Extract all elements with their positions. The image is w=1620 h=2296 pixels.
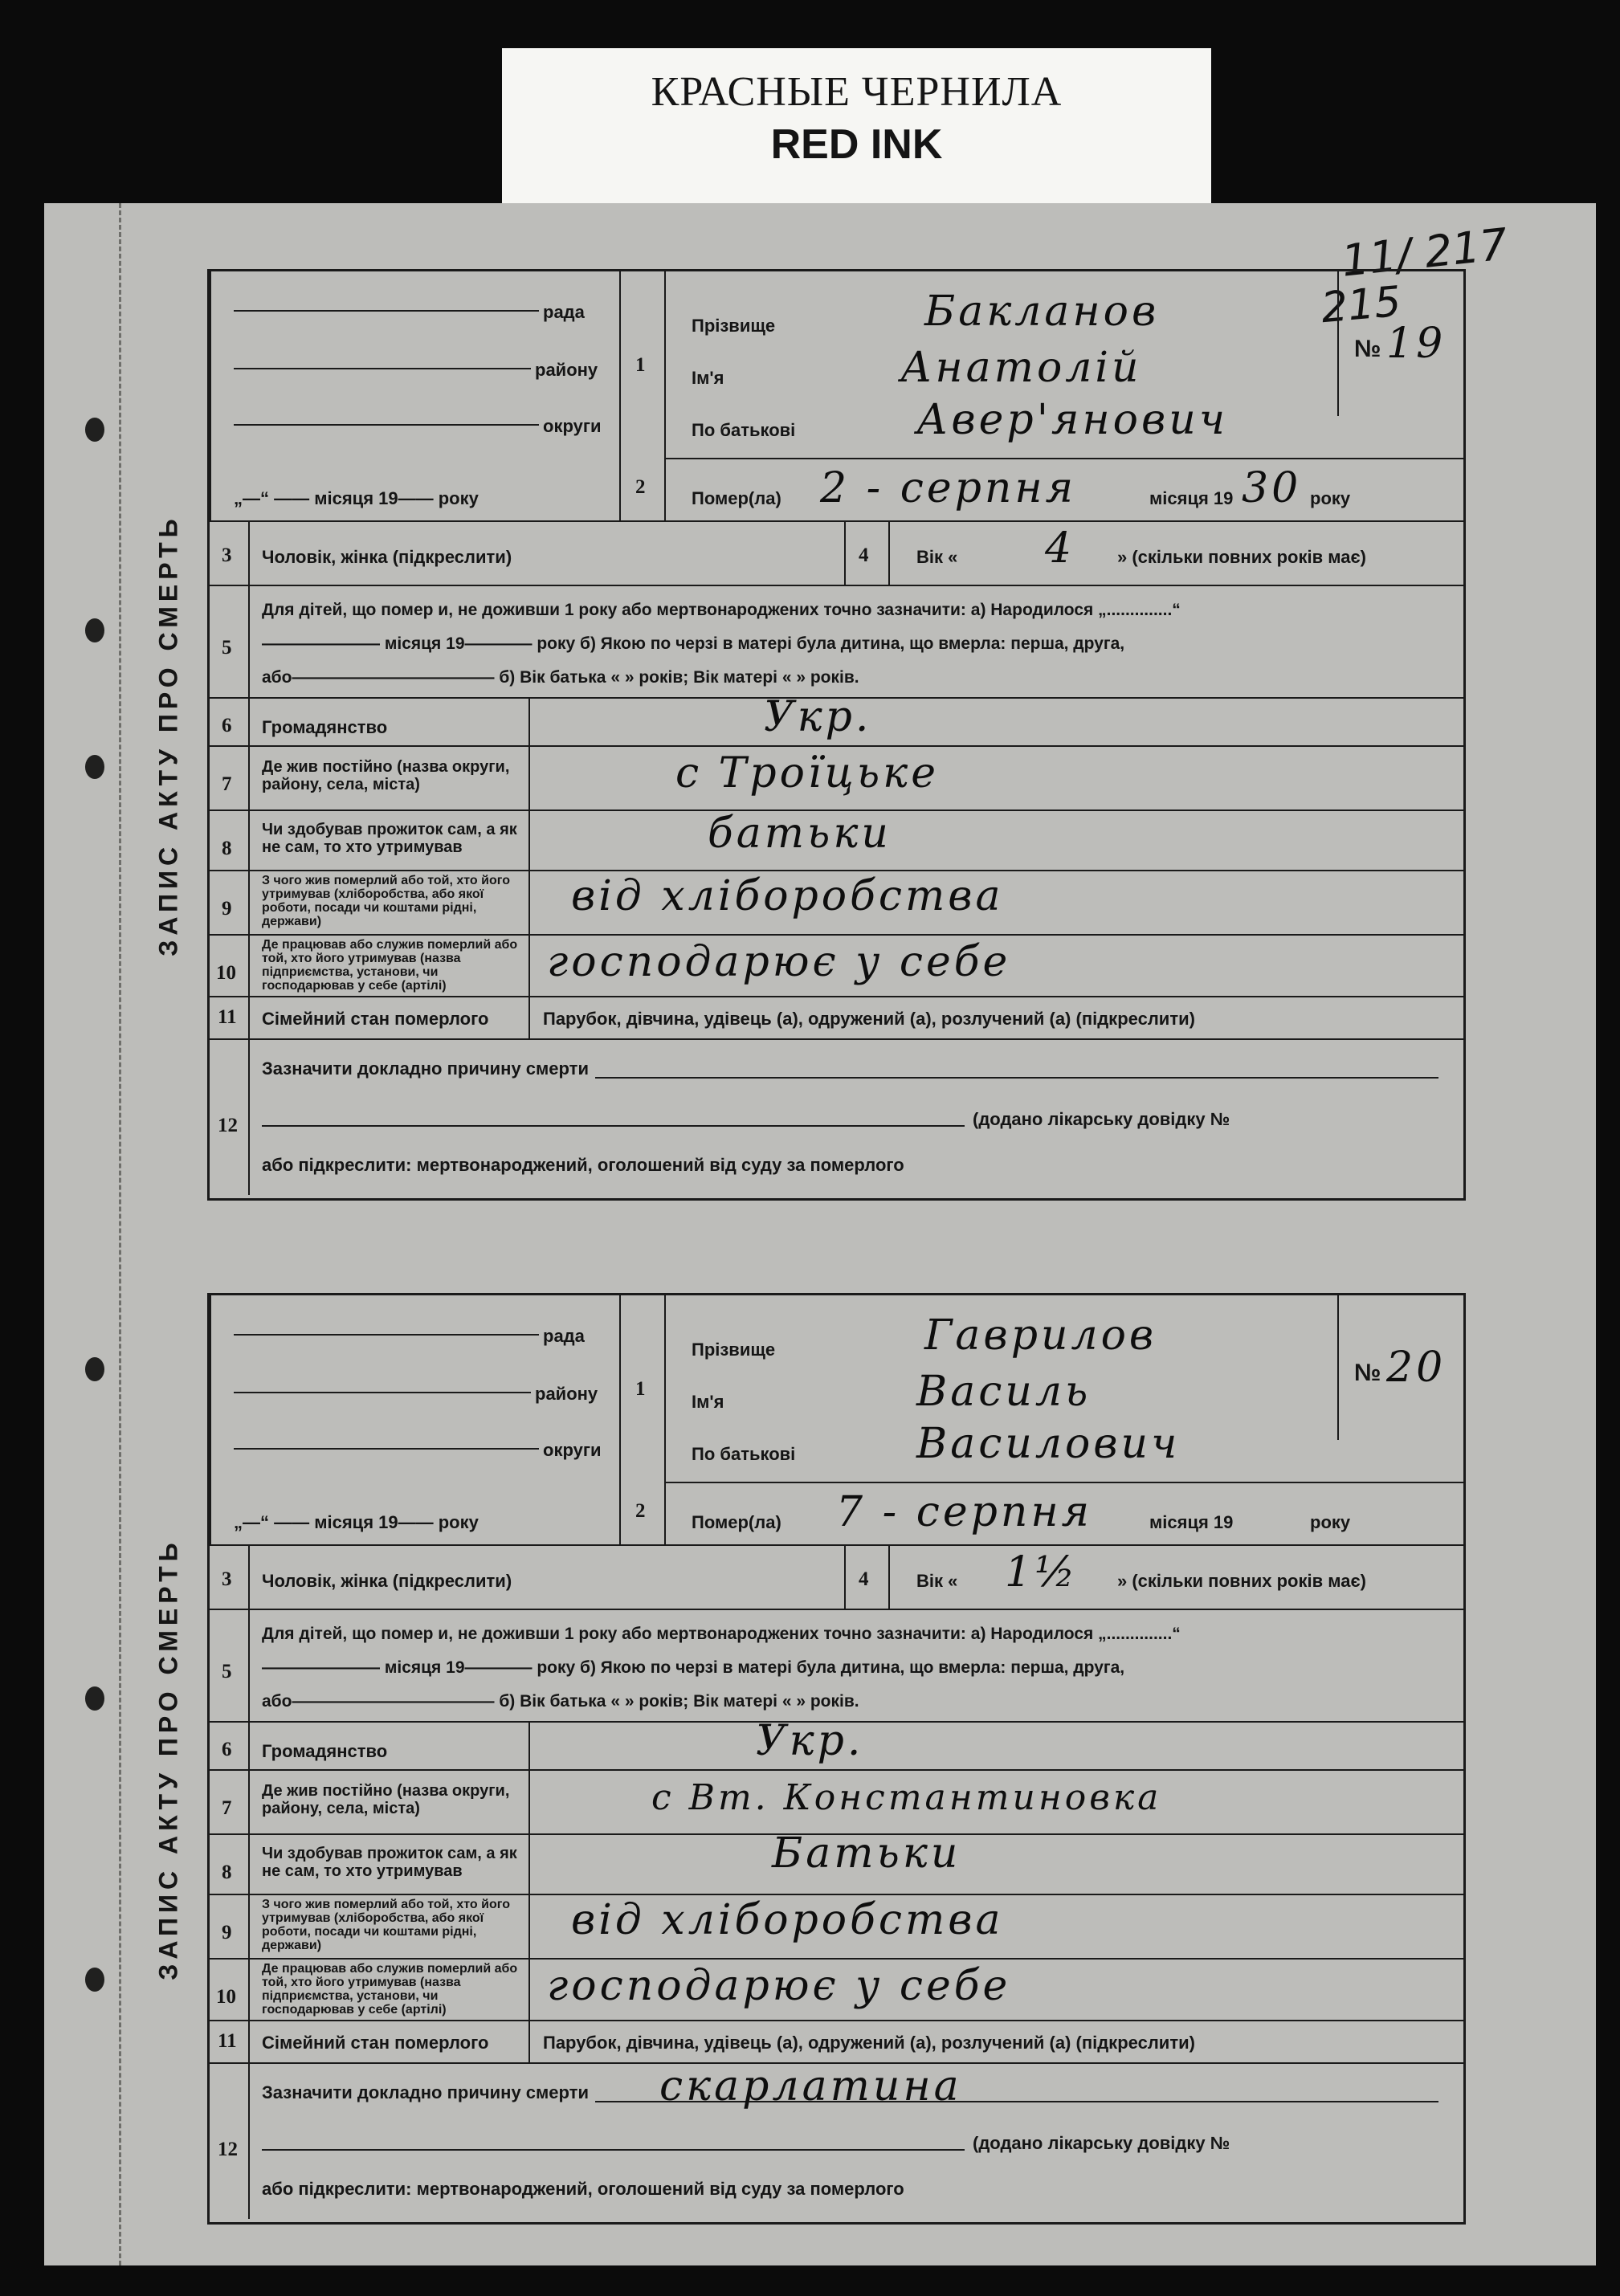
age-value: 4 (1045, 524, 1075, 573)
side-title: ЗАПИС АКТУ ПРО СМЕРТЬ (153, 1537, 183, 1980)
cause-value: скарлатина (659, 2062, 962, 2110)
death-year-value: 30 (1242, 464, 1302, 512)
red-ink-label (502, 48, 1211, 218)
death-date-value: 7 - серпня (836, 1488, 1093, 1536)
record-number: 20 (1386, 1344, 1447, 1392)
income-value: від хліборобства (571, 1896, 1004, 1944)
surname-value: Гаврилов (924, 1311, 1157, 1360)
archive-mark-top: 11/ 217 (1339, 218, 1510, 287)
punch-hole (85, 1357, 104, 1381)
workplace-value: господарює у себе (547, 938, 1011, 986)
archive-mark-second: 215 (1319, 277, 1403, 333)
surname-value: Бакланов (924, 288, 1160, 336)
citizenship-value: Укр. (764, 693, 872, 741)
workplace-value: господарює у себе (547, 1962, 1011, 2010)
income-value: від хліборобства (571, 872, 1004, 920)
side-title: ЗАПИС АКТУ ПРО СМЕРТЬ (153, 513, 183, 956)
death-record-1 (153, 269, 1466, 1201)
supported-by-value: Батьки (772, 1829, 961, 1878)
label-en: RED INK (770, 121, 943, 168)
punch-hole (85, 755, 104, 779)
record-table: рада району округи „—“ —— місяця 19—— року 1 Прізвище Гаврилов Ім'я Василь По батькові Василович № 20 2 Помер(ла) 7 - серпня місяця 19 року 3 Чоловік, жінка (підкреслити) 4 Вік « 1½ » (скільки повних років має) 5 Для дітей, що помер и, не доживши 1 року або мертвонароджених точно зазначити: а) Народилося „..............“ ——————— місяця 19———— року б) Якою по черзі в матері була дитина, що вмерла: перша, друга, або———————————— б) Вік батька « » років; Вік матері « » років. 6 Громадянство Укр. 7 Де жив постійно (назва округи, району, села, міста) с Вт. Константиновка 8 Чи здобував прожиток сам, а як не сам, то хто утримував Батьки 9 З чого жив померлий або той, хто його утримував (хліборобства, або якої роботи, посади чи коштами рідні, держави) від хліборобства 10 Де працював або служив померлий або той, хто його утримував (назва підприємства, установи, чи господарював у себе (артілі) господарює у себе 11 Сімейний стан померлого Парубок, дівчина, удівець (а), одружений (а), розлучений (а) (підкреслити) 12 Зазначити докладно причину смерти скарлатина (додано лікарську довідку № або підкреслити: мертвонароджений, оголошений від суду за померлого (207, 1293, 1466, 2225)
record-table: рада району округи „—“ —— місяця 19—— року 1 Прізвище Бакланов Ім'я Анатолій По батькові Авер'янович № 19 2 Помер(ла) 2 - серпня місяця 19 30 року 3 Чоловік, жінка (підкреслити) 4 Вік « 4 » (скільки повних років має) 5 Для дітей, що помер и, не доживши 1 року або мертвонароджених точно зазначити: а) Народилося „..............“ ——————— місяця 19———— року б) Якою по черзі в матері була дитина, що вмерла: перша, друга, або———————————— б) Вік батька « » років; Вік матері « » років. 6 Громадянство Укр. 7 Де жив постійно (назва округи, району, села, міста) с Троїцьке 8 Чи здобував прожиток сам, а як не сам, то хто утримував батьки 9 З чого жив померлий або той, хто його утримував (хліборобства, або якої роботи, посади чи коштами рідні, держави) від хліборобства 10 Де працював або служив померлий або той, хто його утримував (назва підприємства, установи, чи господарював у себе (артілі) господарює у себе 11 Сімейний стан померлого Парубок, дівчина, удівець (а), одружений (а), розлучений (а) (підкреслити) 12 Зазначити докладно причину смерти (додано лікарську довідку № або підкреслити: мертвонароджений, оголошений від суду за померлого (207, 269, 1466, 1201)
record-number: 19 (1386, 320, 1447, 368)
patronymic-value: Василович (916, 1420, 1181, 1468)
punch-hole (85, 418, 104, 442)
residence-value: с Вт. Константиновка (651, 1777, 1162, 1818)
punch-hole (85, 1686, 104, 1711)
age-value: 1½ (1005, 1548, 1079, 1597)
death-date-value: 2 - серпня (820, 464, 1077, 512)
name-value: Анатолій (900, 344, 1142, 392)
perforation-line (119, 203, 121, 2265)
label-ru: КРАСНЫЕ ЧЕРНИЛА (651, 69, 1063, 115)
patronymic-value: Авер'янович (916, 396, 1229, 444)
citizenship-value: Укр. (756, 1717, 864, 1765)
punch-hole (85, 1968, 104, 1992)
residence-value: с Троїцьке (675, 749, 939, 797)
name-value: Василь (916, 1368, 1092, 1416)
supported-by-value: батьки (708, 810, 892, 858)
death-record-2 (153, 1293, 1466, 2225)
punch-hole (85, 618, 104, 642)
